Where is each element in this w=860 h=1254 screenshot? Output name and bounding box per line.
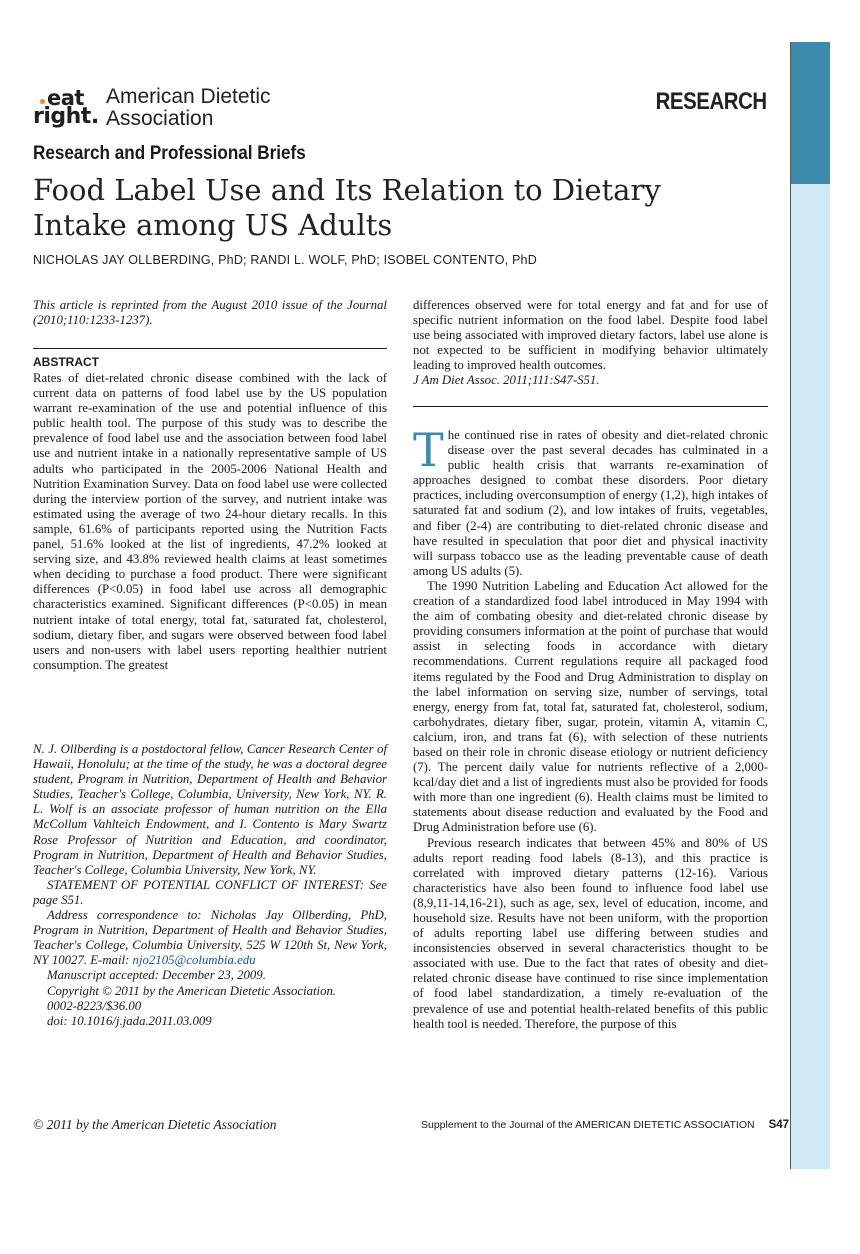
reprint-note: This article is reprinted from the August 2010 issue of the Journal (2010;110:1233-1237). [33,298,387,328]
logo-eat: eat [47,86,84,110]
page-number: S47 [768,1119,790,1131]
logo-right: right. [33,104,99,129]
abstract-heading: ABSTRACT [33,355,99,369]
side-divider [790,42,791,1169]
body-paragraph-1 [413,423,768,579]
side-tab-dark [791,42,830,184]
research-label: RESEARCH [655,88,767,115]
note-issn: 0002-8223/$36.00 [47,998,142,1013]
abstract-rule [33,348,387,349]
author-notes [33,742,387,1029]
note-conflict: STATEMENT OF POTENTIAL CONFLICT OF INTEREST: See page S51. [33,877,387,907]
body-paragraph-1-text: he continued rise in rates of obesity and diet-related chronic disease over the past several decades has culminated in a public health crisis that warrants re-examination of approaches designed to combat these disorders. Poor dietary practices, including overconsumption of energy (1,2), high intakes of saturated fat and sodium (2), and low intakes of fruits, vegetables, and fiber (2-4) are contributing to diet-related chronic disease and have resulted in speculation that poor diet and physical inactivity will surpass tobacco use as the leading preventable cause of death among US adults (5). [413,428,768,578]
footer-copyright: © 2011 by the American Dietetic Association [33,1117,277,1132]
note-accepted: Manuscript accepted: December 23, 2009. [47,968,266,983]
note-copyright: Copyright © 2011 by the American Dietetic Association. [47,983,337,998]
note-doi: doi: 10.1016/j.jada.2011.03.009 [47,1013,212,1028]
eatright-logo [33,86,293,132]
abstract-continued-text: differences observed were for total energy and fat and for use of specific nutrient information on the food label. Despite food label use being associated with improved dietary factors, label use alone is not expected to be sufficient in modifying behavior ultimately leading to improved health outcomes. [413,298,768,373]
footer-journal [421,1119,789,1131]
side-tab-light [791,184,830,1169]
body-text [413,423,768,1032]
drop-cap: T [413,423,444,477]
email-link[interactable]: njo2105@columbia.edu [132,953,256,968]
note-address [33,908,387,968]
logo-org-line1: American Dietetic [106,85,271,108]
citation: J Am Diet Assoc. 2011;111:S47-S51. [413,373,600,388]
abstract-text: Rates of diet-related chronic disease combined with the lack of current data on patterns of food label use by the US population warrant re-examination of the use and potential influence of this public health tool. The purpose of this study was to describe the prevalence of food label use and the association between food label use and nutrient intake in a nationally representative sample of US adults who participated in the 2005-2006 National Health and Nutrition Examination Survey. Data on food label use were collected during the interview portion of the survey, and nutrient intake was estimated using the average of two 24-hour dietary recalls. In this sample, 61.6% of participants reported using the Nutrition Facts panel, 51.6% looked at the list of ingredients, 47.2% looked at serving size, and 43.8% reviewed health claims at least sometimes when deciding to purchase a food product. There were significant differences (P<0.05) in food label use across all demographic characteristics examined. Significant differences (P<0.05) in mean nutrient intake of total energy, total fat, saturated fat, cholesterol, sodium, dietary fiber, and sugars were observed between food label users and non-users with label users reporting healthier nutrient consumption. The greatest [33,371,387,672]
body-rule [413,406,768,407]
note-affiliations: N. J. Ollberding is a postdoctoral fellow, Cancer Research Center of Hawaii, Honolulu; at the time of the study, he was a doctoral degree student, Program in Nutrition, Department of Health and Behavior Studies, Teacher's College, Columbia, University, New York, NY. R. L. Wolf is an associate professor of human nutrition on the Ella McCollum Vahlteich Endowment, and I. Contento is Mary Swartz Rose Professor of Nutrition and Education, and coordinator, Program in Nutrition, Department of Health and Behavior Studies, Teacher's College, Columbia University, New York, NY. [33,742,387,877]
footer-journal-name: Supplement to the Journal of the AMERICAN DIETETIC ASSOCIATION [421,1119,755,1131]
abstract-continued [413,298,768,389]
article-title: Food Label Use and Its Relation to Dietary Intake among US Adults [33,173,661,242]
body-paragraph-3: Previous research indicates that between 45% and 80% of US adults report reading food labels (8-13), and this practice is correlated with improved dietary patterns (12-16). Various characteristics have also been found to influence food label use (8,9,11-14,16-21), such as age, sex, level of education, income, and household size. Results have not been uniform, with the proportion of adults reporting label use differing between studies and inconsistencies observed in several characteristics thought to be associated with use. Due to the fact that rates of obesity and diet-related chronic disease have continued to rise since implementation of food label standardization, a timely re-evaluation of the prevalence of use and potential health-related benefits of this public health tool is needed. Therefore, the purpose of this [413,835,768,1031]
author-list: NICHOLAS JAY OLLBERDING, PhD; RANDI L. WOLF, PhD; ISOBEL CONTENTO, PhD [33,253,537,267]
logo-org-name [106,86,271,130]
section-heading: Research and Professional Briefs [33,143,306,164]
note-address-text: Address correspondence to: Nicholas Jay Ollberding, PhD, Program in Nutrition, Department of Health and Behavior Studies, Teacher's College, Columbia University, 525 W 120th St, New York, NY 10027. E-mail: [33,908,387,968]
logo-org-line2: Association [106,107,214,130]
body-paragraph-2: The 1990 Nutrition Labeling and Education Act allowed for the creation of a standardized food label introduced in May 1994 with the aim of combating obesity and diet-related chronic disease by providing consumers information at the point of purchase that would assist in selecting foods in accordance with dietary recommendations. Current regulations require all packaged food items regulated by the Food and Drug Administration to display on the label information on serving size, number of servings, total energy, energy from fat, total fat, saturated fat, cholesterol, sodium, carbohydrates, dietary fiber, sugar, protein, vitamin A, vitamin C, calcium, iron, and trans fat (6), with selection of these nutrients based on their role in chronic disease etiology or nutrient deficiency (7). The percent daily value for nutrients reflective of a 2,000-kcal/day diet and a list of ingredients must also be provided for foods with more than one ingredient (6). Health claims must be limited to statements about disease reduction and evaluated by the Food and Drug Administration before use (6). [413,578,768,835]
